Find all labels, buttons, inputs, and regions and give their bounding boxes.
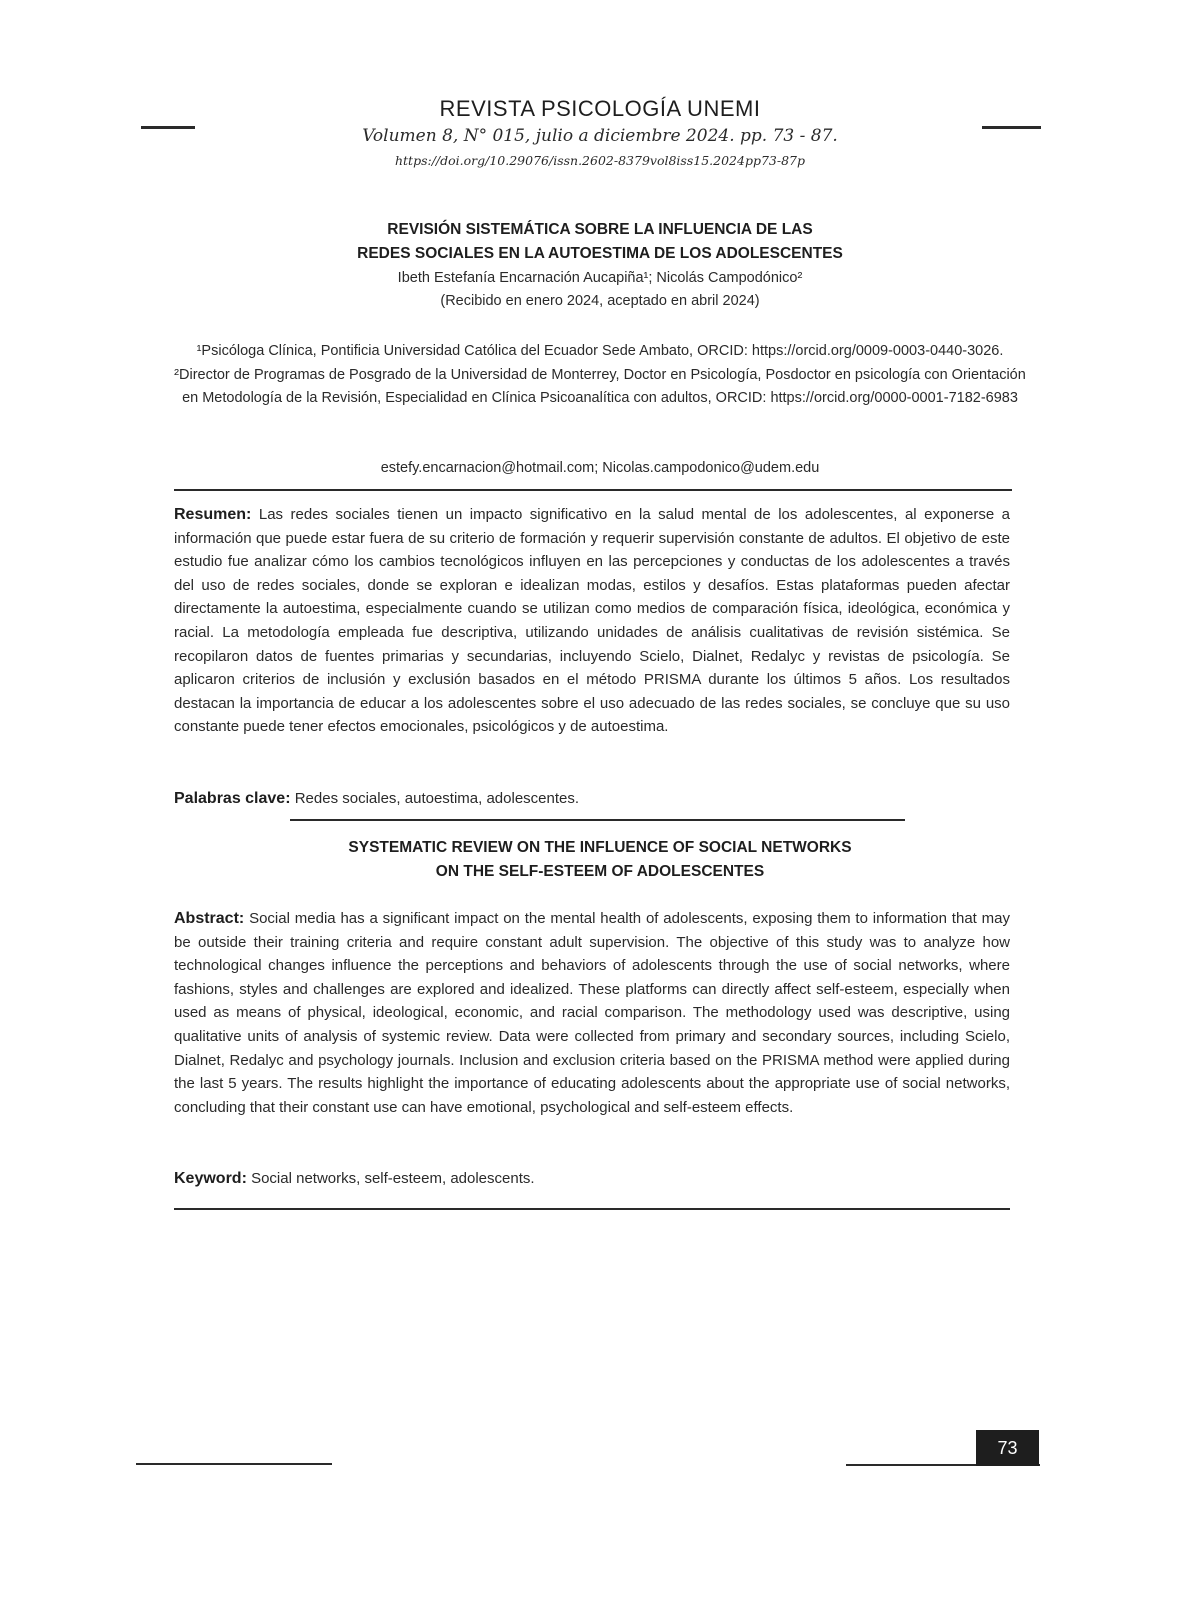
- resumen-text: Las redes sociales tienen un impacto significativo en la salud mental de los adolescentes, al exponerse a información que puede estar fuera de su criterio de formación y requerir supervisión constante de adultos. El objetivo de este estudio fue analizar cómo los cambios tecnológicos influyen en las percepciones y conductas de los adolescentes a través del uso de redes sociales, donde se exploran e idealizan modas, estilos y desafíos. Estas plataformas pueden afectar directamente la autoestima, especialmente cuando se utilizan como medios de comparación física, ideológica, económica y racial. La metodología empleada fue descriptiva, utilizando unidades de análisis cualitativas de revisión sistémica. Se recopilaron datos de fuentes primarias y secundarias, incluyendo Scielo, Dialnet, Redalyc y revistas de psicología. Se aplicaron criterios de inclusión y exclusión basados en el método PRISMA durante los últimos 5 años. Los resultados destacan la importancia de educar a los adolescentes sobre el uso adecuado de las redes sociales, se concluye que su uso constante puede tener efectos emocionales, psicológicos y de autoestima.: [174, 506, 1010, 736]
- divider-bottom: [174, 1208, 1010, 1210]
- journal-volume: Volumen 8, N° 015, julio a diciembre 2024. pp. 73 - 87.: [362, 126, 838, 146]
- divider-middle: [290, 819, 905, 821]
- palabras-clave-label: Palabras clave:: [174, 790, 291, 807]
- palabras-clave-section: [174, 787, 1010, 811]
- article-title-line-1: REVISIÓN SISTEMÁTICA SOBRE LA INFLUENCIA DE LAS: [387, 221, 813, 238]
- resumen-label: Resumen:: [174, 506, 252, 523]
- resumen-section: [174, 503, 1010, 739]
- keyword-label: Keyword:: [174, 1170, 247, 1187]
- article-title-line-2: REDES SOCIALES EN LA AUTOESTIMA DE LOS ADOLESCENTES: [357, 245, 843, 262]
- author-emails[interactable]: estefy.encarnacion@hotmail.com; Nicolas.campodonico@udem.edu: [380, 460, 820, 476]
- divider-top: [174, 489, 1012, 491]
- keyword-text: Social networks, self-esteem, adolescents.: [251, 1170, 535, 1187]
- abstract-label: Abstract:: [174, 910, 245, 927]
- authors: Ibeth Estefanía Encarnación Aucapiña¹; Nicolás Campodónico²: [397, 270, 803, 286]
- english-title: [0, 836, 1200, 884]
- english-title-line-2: ON THE SELF-ESTEEM OF ADOLESCENTES: [435, 863, 765, 880]
- affiliations: ¹Psicóloga Clínica, Pontificia Universidad Católica del Ecuador Sede Ambato, ORCID: https://orcid.org/0009-0003-0440-3026. ²Director de Programas de Posgrado de la Universidad de Monterrey, Doctor en Psicología, Posdoctor en psicología con Orientación en Metodología de la Revisión, Especialidad en Clínica Psicoanalítica con adultos, ORCID: https://orcid.org/0000-0001-7182-6983: [174, 343, 1026, 406]
- english-title-line-1: SYSTEMATIC REVIEW ON THE INFLUENCE OF SOCIAL NETWORKS: [348, 839, 852, 856]
- article-title: [0, 218, 1200, 266]
- keyword-section: [174, 1167, 1010, 1191]
- abstract-section: [174, 907, 1010, 1119]
- abstract-text: Social media has a significant impact on the mental health of adolescents, exposing them to information that may be outside their training criteria and require constant adult supervision. The objective of this study was to analyze how technological changes influence the perceptions and behaviors of adolescents through the use of social networks, where fashions, styles and challenges are explored and idealized. These platforms can directly affect self-esteem, especially when used as means of physical, ideological, economic, and racial comparison. The methodology used was descriptive, using qualitative units of analysis of systemic review. Data were collected from primary and secondary sources, including Scielo, Dialnet, Redalyc and psychology journals. Inclusion and exclusion criteria based on the PRISMA method were applied during the last 5 years. The results highlight the importance of educating adolescents about the appropriate use of social networks, concluding that their constant use can have emotional, psychological and self-esteem effects.: [174, 910, 1010, 1116]
- footer-rule-left: [136, 1463, 332, 1465]
- palabras-clave-text: Redes sociales, autoestima, adolescentes.: [294, 790, 580, 807]
- journal-title: REVISTA PSICOLOGÍA UNEMI: [439, 96, 761, 121]
- received-date: (Recibido en enero 2024, aceptado en abril 2024): [440, 293, 760, 309]
- journal-doi-link[interactable]: https://doi.org/10.29076/issn.2602-8379vol8iss15.2024pp73-87p: [394, 153, 805, 168]
- page-number: 73: [976, 1430, 1039, 1466]
